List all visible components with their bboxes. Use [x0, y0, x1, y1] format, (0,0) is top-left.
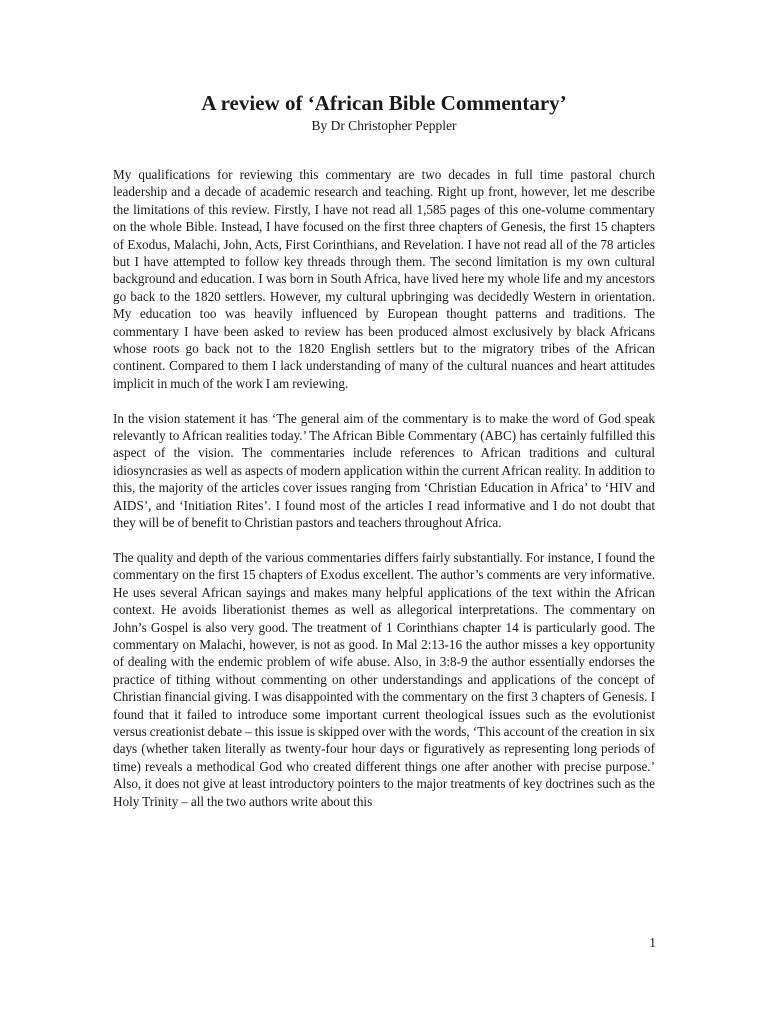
paragraph-qualifications: My qualifications for reviewing this commentary are two decades in full time pastoral church leadership and a decade of academic research and teaching. Right up front, however, let me describe the limitations of this review. Firstly, I have not read all 1,585 pages of this one-volume commentary on the whole Bible. Instead, I have focused on the first three chapters of Genesis, the first 15 chapters of Exodus, Malachi, John, Acts, First Corinthians, and Revelation. I have not read all of the 78 articles but I have attempted to follow key threads through them. The second limitation is my own cultural background and education. I was born in South Africa, have lived here my whole life and my ancestors go back to the 1820 settlers. However, my cultural upbringing was decidedly Western in orientation. My education too was heavily influenced by European thought patterns and traditions. The commentary I have been asked to review has been produced almost exclusively by black Africans whose roots go back not to the 1820 English settlers but to the migratory tribes of the African continent. Compared to them I lack understanding of many of the cultural nuances and heart attitudes implicit in much of the work I am reviewing. [113, 167, 655, 391]
paragraph-vision-statement: In the vision statement it has ‘The general aim of the commentary is to make the word of God speak relevantly to African realities today.’ The African Bible Commentary (ABC) has certainly fulfilled this aspect of the vision. The commentaries include references to African traditions and cultural idiosyncrasies as well as aspects of modern application within the current African reality. In addition to this, the majority of the articles cover issues ranging from ‘Christian Education in Africa’ to ‘HIV and AIDS’, and ‘Initiation Rites’. I found most of the articles I read informative and I do not doubt that they will be of benefit to Christian pastors and teachers throughout Africa. [113, 410, 655, 531]
article-body [113, 166, 655, 810]
author-byline: By Dr Christopher Peppler [311, 118, 457, 133]
page-number: 1 [649, 935, 656, 950]
paragraph-quality-depth: The quality and depth of the various commentaries differs fairly substantially. For instance, I found the commentary on the first 15 chapters of Exodus excellent. The author’s comments are very informative. He uses several African sayings and makes many helpful applications of the text within the African context. He avoids liberationist themes as well as allegorical interpretations. The commentary on John’s Gospel is also very good. The treatment of 1 Corinthians chapter 14 is particularly good. The commentary on Malachi, however, is not as good. In Mal 2:13-16 the author misses a key opportunity of dealing with the endemic problem of wife abuse. Also, in 3:8-9 the author essentially endorses the practice of tithing without commenting on other understandings and applications of the concept of Christian financial giving. I was disappointed with the commentary on the first 3 chapters of Genesis. I found that it failed to introduce some important current theological issues such as the evolutionist versus creationist debate – this issue is skipped over with the words, ‘This account of the creation in six days (whether taken literally as twenty-four hour days or figuratively as representing long periods of time) reveals a methodical God who created different things one after another with precise purpose.’ Also, it does not give at least introductory pointers to the major treatments of key doctrines such as the Holy Trinity – all the two authors write about this [113, 549, 655, 809]
page-title: A review of ‘African Bible Commentary’ [201, 91, 567, 115]
